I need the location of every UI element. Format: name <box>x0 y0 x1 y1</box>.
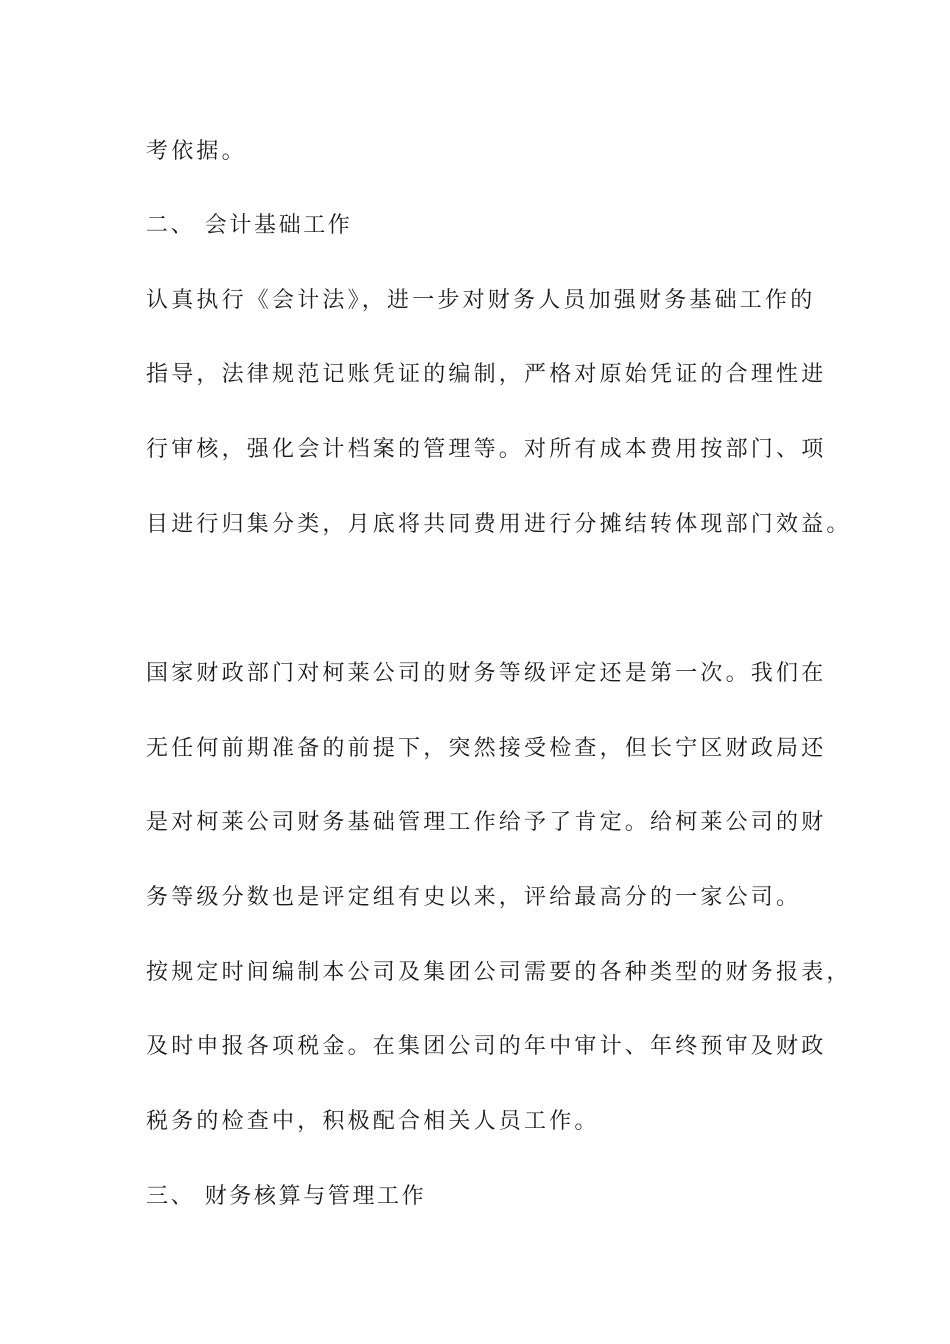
text-line-continuation: 考依据。 <box>146 139 247 164</box>
text-line: 国家财政部门对柯莱公司的财务等级评定还是第一次。我们在 <box>146 661 827 686</box>
text-line: 认真执行《会计法》，进一步对财务人员加强财务基础工作的 <box>146 288 816 313</box>
section-heading-accounting-basics: 二、 会计基础工作 <box>146 213 353 238</box>
text-line: 行审核，强化会计档案的管理等。对所有成本费用按部门、项 <box>146 437 827 462</box>
text-line: 按规定时间编制本公司及集团公司需要的各种类型的财务报表， <box>146 960 852 985</box>
text-line: 无任何前期准备的前提下，突然接受检查，但长宁区财政局还 <box>146 736 827 761</box>
text-line: 税务的检查中，积极配合相关人员工作。 <box>146 1109 600 1134</box>
text-line: 务等级分数也是评定组有史以来，评给最高分的一家公司。 <box>146 885 802 910</box>
section-heading-financial-accounting: 三、 财务核算与管理工作 <box>146 1184 427 1209</box>
text-line: 指导，法律规范记账凭证的编制，严格对原始凭证的合理性进 <box>146 362 827 387</box>
text-line: 是对柯莱公司财务基础管理工作给予了肯定。给柯莱公司的财 <box>146 810 827 835</box>
text-line: 目进行归集分类，月底将共同费用进行分摊结转体现部门效益。 <box>146 512 852 537</box>
text-line: 及时申报各项税金。在集团公司的年中审计、年终预审及财政 <box>146 1034 827 1059</box>
